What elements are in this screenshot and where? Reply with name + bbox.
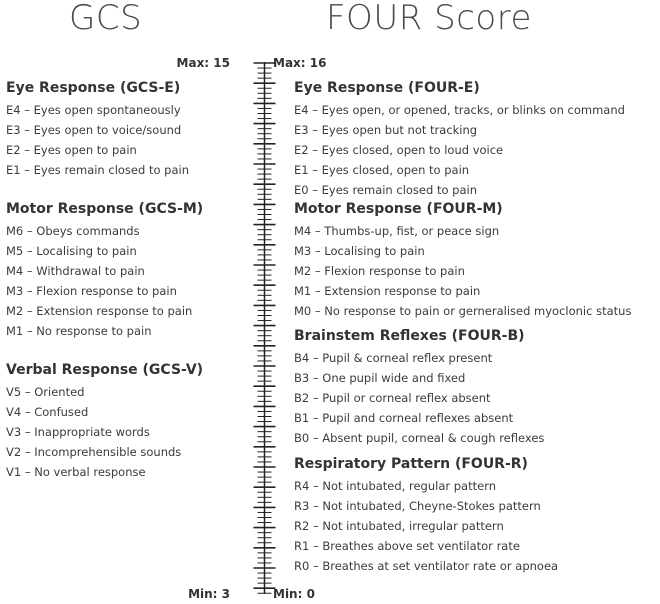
four-motor-item: M4 – Thumbs-up, fist, or peace sign xyxy=(294,224,500,238)
four-motor-item: M2 – Flexion response to pain xyxy=(294,264,465,278)
gcs-eye-item: E2 – Eyes open to pain xyxy=(6,143,137,157)
four-motor-item: M0 – No response to pain or gerneralised myoclonic status xyxy=(294,304,632,318)
gcs-eye-item: E3 – Eyes open to voice/sound xyxy=(6,123,182,137)
gcs-eye-item: E4 – Eyes open spontaneously xyxy=(6,103,181,117)
gcs-motor-item: M3 – Flexion response to pain xyxy=(6,284,177,298)
four-eye-item: E0 – Eyes remain closed to pain xyxy=(294,183,477,197)
gcs-verbal-item: V4 – Confused xyxy=(6,405,89,419)
four-respiratory-item: R1 – Breathes above set ventilator rate xyxy=(294,539,520,553)
four-motor-item: M3 – Localising to pain xyxy=(294,244,425,258)
four-respiratory-pattern-section xyxy=(294,455,558,576)
four-eye-item: E3 – Eyes open but not tracking xyxy=(294,123,478,137)
four-motor-response-section xyxy=(294,200,631,321)
four-eye-response-section xyxy=(294,79,625,200)
four-brainstem-reflexes-section xyxy=(294,327,544,448)
four-brainstem-item: B3 – One pupil wide and fixed xyxy=(294,371,466,385)
gcs-verbal-item: V5 – Oriented xyxy=(6,385,85,399)
four-eye-item: E1 – Eyes closed, open to pain xyxy=(294,163,470,177)
four-score-title: FOUR Score xyxy=(326,0,532,38)
gcs-motor-item: M4 – Withdrawal to pain xyxy=(6,264,145,278)
four-min-label: Min: 0 xyxy=(273,587,315,601)
four-eye-heading: Eye Response (FOUR-E) xyxy=(294,80,480,96)
four-motor-item: M1 – Extension response to pain xyxy=(294,284,481,298)
four-brainstem-item: B0 – Absent pupil, corneal & cough reflexes xyxy=(294,431,545,445)
gcs-max-label: Max: 15 xyxy=(176,56,230,70)
four-brainstem-item: B1 – Pupil and corneal reflexes absent xyxy=(294,411,514,425)
gcs-verbal-response-section xyxy=(6,361,203,482)
gcs-motor-heading: Motor Response (GCS-M) xyxy=(6,201,204,217)
four-respiratory-item: R2 – Not intubated, irregular pattern xyxy=(294,519,504,533)
four-respiratory-item: R3 – Not intubated, Cheyne-Stokes pattern xyxy=(294,499,541,513)
four-respiratory-item: R4 – Not intubated, regular pattern xyxy=(294,479,497,493)
four-eye-item: E4 – Eyes open, or opened, tracks, or blinks on command xyxy=(294,103,625,117)
gcs-title: GCS xyxy=(69,0,143,38)
four-brainstem-item: B4 – Pupil & corneal reflex present xyxy=(294,351,493,365)
gcs-verbal-item: V2 – Incomprehensible sounds xyxy=(6,445,182,459)
gcs-eye-heading: Eye Response (GCS-E) xyxy=(6,80,181,96)
gcs-eye-response-section xyxy=(6,79,189,180)
four-brainstem-item: B2 – Pupil or corneal reflex absent xyxy=(294,391,491,405)
gcs-min-label: Min: 3 xyxy=(188,587,230,601)
four-motor-heading: Motor Response (FOUR-M) xyxy=(294,201,503,217)
gcs-verbal-heading: Verbal Response (GCS-V) xyxy=(6,362,204,378)
gcs-motor-item: M6 – Obeys commands xyxy=(6,224,140,238)
four-respiratory-heading: Respiratory Pattern (FOUR-R) xyxy=(294,456,528,472)
gcs-motor-item: M5 – Localising to pain xyxy=(6,244,137,258)
four-max-label: Max: 16 xyxy=(273,56,327,70)
gcs-eye-item: E1 – Eyes remain closed to pain xyxy=(6,163,189,177)
gcs-verbal-item: V1 – No verbal response xyxy=(6,465,146,479)
four-respiratory-item: R0 – Breathes at set ventilator rate or apnoea xyxy=(294,559,559,573)
four-eye-item: E2 – Eyes closed, open to loud voice xyxy=(294,143,504,157)
four-brainstem-heading: Brainstem Reflexes (FOUR-B) xyxy=(294,328,525,344)
gcs-verbal-item: V3 – Inappropriate words xyxy=(6,425,150,439)
gcs-motor-item: M2 – Extension response to pain xyxy=(6,304,193,318)
gcs-motor-item: M1 – No response to pain xyxy=(6,324,152,338)
gcs-motor-response-section xyxy=(6,200,203,341)
